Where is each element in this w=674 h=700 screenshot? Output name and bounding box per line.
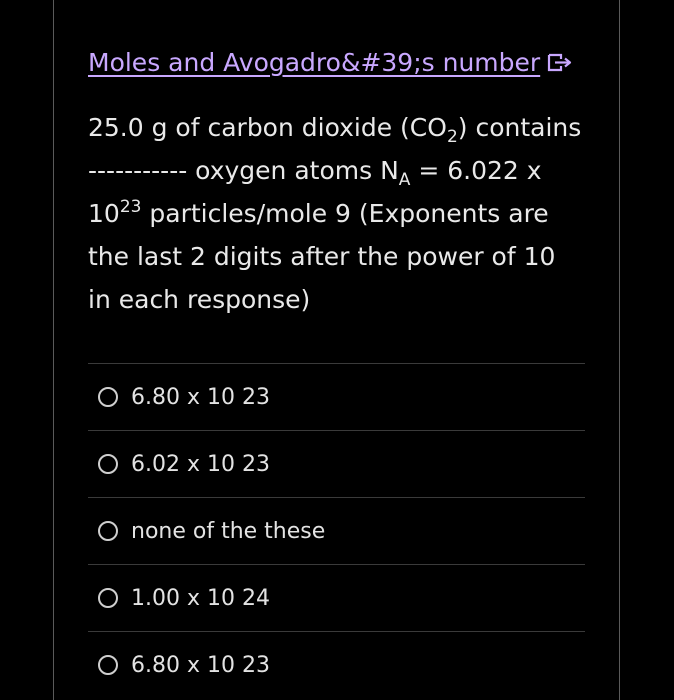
external-link-icon[interactable] [546,50,576,74]
radio-icon[interactable] [98,521,118,541]
question-line-5: in each response) [88,285,311,314]
question-line-3: $10^{23}$ particles/mole 9 (Exponents are [88,197,549,228]
question-line-1: 25.0 g of carbon dioxide $(CO_2)$ contains [88,113,582,147]
radio-icon[interactable] [98,588,118,608]
question-text [88,106,588,321]
answer-option-label: 6.80 x 10 23 [131,652,270,678]
answer-options [88,363,585,698]
radio-icon[interactable] [98,454,118,474]
answer-option-2[interactable] [88,430,585,497]
question-line-4: the last 2 digits after the power of 10 [88,242,556,271]
title-row [88,44,576,80]
answer-option-label: 1.00 x 10 24 [131,585,270,611]
title-link[interactable]: Moles and Avogadro&#39;s number [88,47,541,77]
answer-option-label: 6.80 x 10 23 [131,384,270,410]
answer-option-5[interactable] [88,631,585,698]
radio-icon[interactable] [98,655,118,675]
answer-option-4[interactable] [88,564,585,631]
answer-option-label: 6.02 x 10 23 [131,451,270,477]
question-line-2: ----------- oxygen atoms $N_A = 6.022$ x [88,156,542,190]
radio-icon[interactable] [98,387,118,407]
answer-option-1[interactable] [88,363,585,430]
answer-option-label: none of the these [131,518,326,544]
answer-option-3[interactable] [88,497,585,564]
